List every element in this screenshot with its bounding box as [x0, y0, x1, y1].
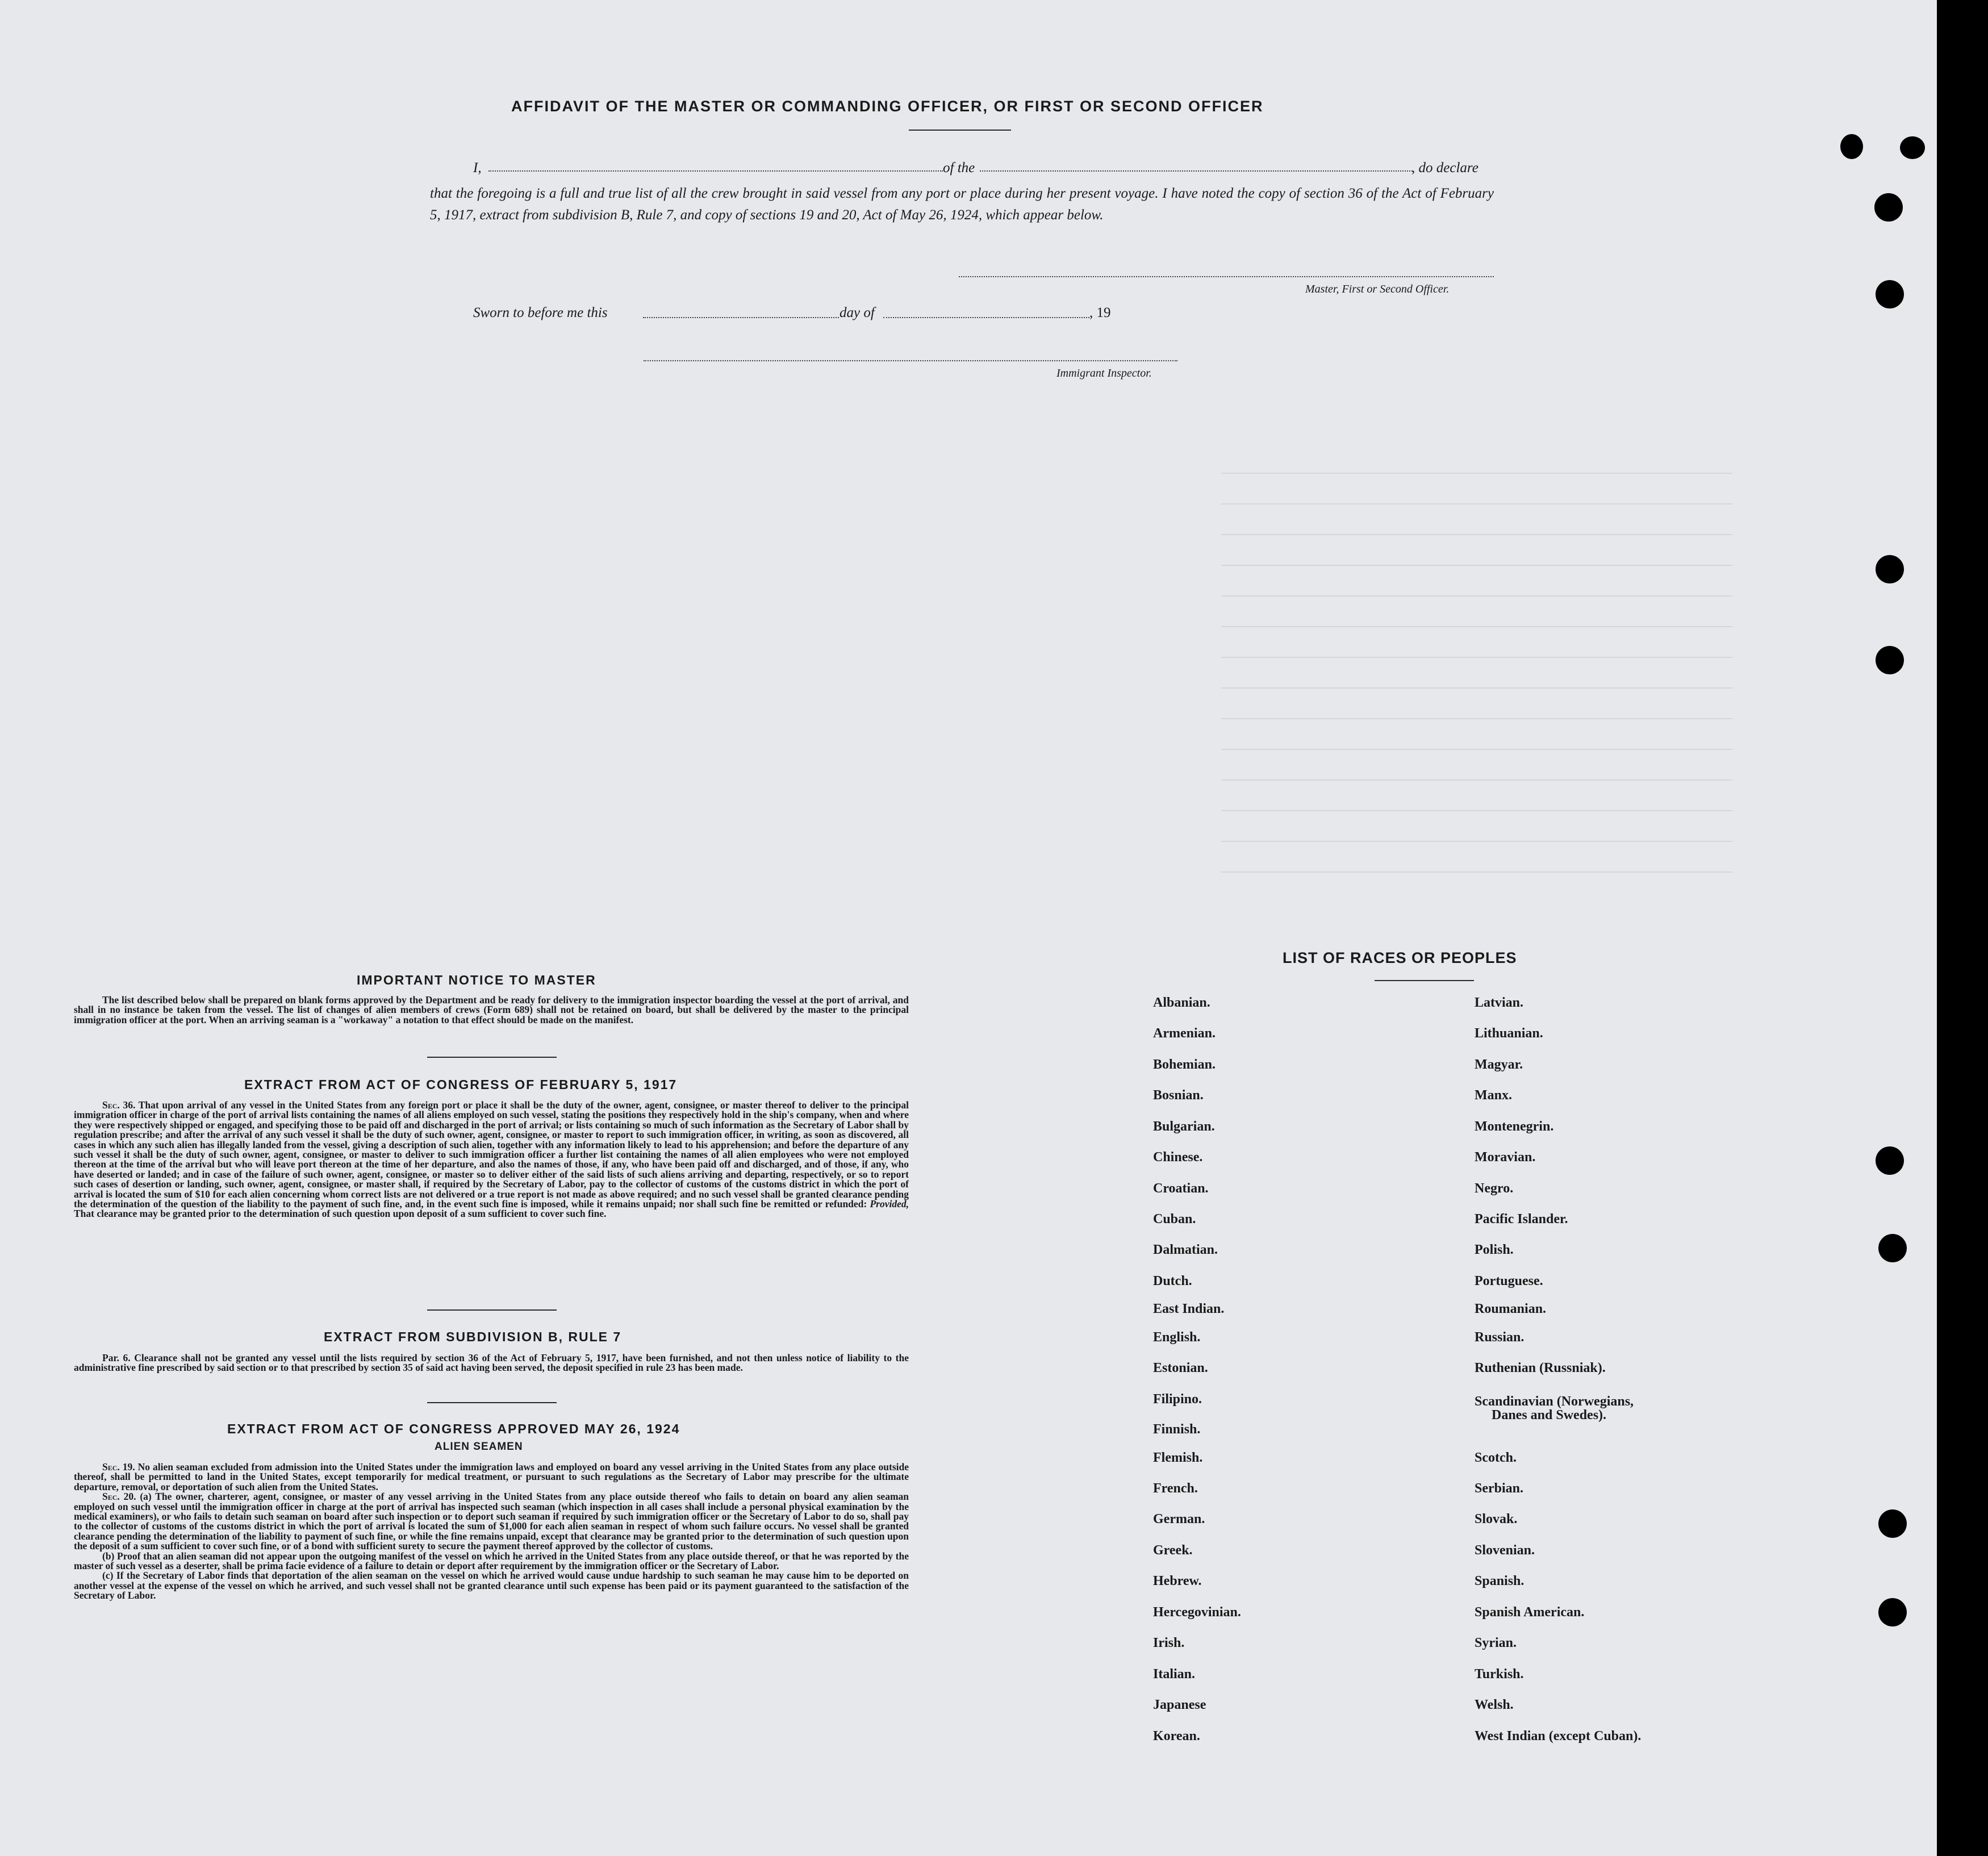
race-item: Korean.: [1153, 1729, 1200, 1744]
sec-19: [74, 1462, 909, 1492]
race-item: Scandinavian (Norwegians,: [1475, 1394, 1634, 1409]
punch-hole: [1878, 1598, 1907, 1626]
punch-hole: [1874, 193, 1903, 222]
race-item: Scotch.: [1475, 1450, 1517, 1465]
proviso-text: That clearance may be granted prior to the determination of such question upon deposit of a sum sufficient to cover such fine.: [74, 1208, 607, 1220]
sec-20-label: Sec. 20.: [102, 1491, 136, 1503]
sec-20c: (c) If the Secretary of Labor finds that deportation of the alien seaman on the vessel on which he arrived would cause undue hardship to such seaman he may cause him to be deported on another vessel at the expense of the vessel on which he arrived, and such vessel shall not be granted clearance until such expense has been paid or its payment guaranteed to the satisfaction of the Secretary of Labor.: [74, 1570, 909, 1601]
sec-36-text: That upon arrival of any vessel in the United States from any foreign port or place it shall be the duty of the owner, agent, consignee, or master thereof to deliver to the principal immigration officer in charge of the port of arrival lists containing the names of all aliens employed on such vessel, stating the positions they respectively hold in the ship's company, when and where they were respectively shipped or engaged, and specifying those to be paid off and discharged in the port of arrival; or lists containing so much of such information as the Secretary of Labor shall by regulation prescribe; and after the arrival of any such vessel it shall be the duty of such owner, agent, consignee, or master to report to such immigration officer, in writing, as soon as discovered, all cases in which any such alien has illegally landed from the vessel, giving a description of such alien, together with any information likely to lead to his apprehension; and before the departure of any such vessel it shall be the duty of such owner, agent, consignee, or master to deliver to such immigration officer a further list containing the names of all alien employees who were not employed thereon at the time of the arrival but who will leave port thereon at the time of her departure, and also the names of those, if any, who have been paid off and discharged, and of those, if any, who have deserted or landed; and in case of the failure of such owner, agent, consignee, or master so to deliver either of the said lists of such aliens arriving and departing, respectively, or so to report such cases of desertion or landing, such owner, agent, consignee, or master shall, if required by the Secretary of Labor, pay to the collector of customs of the customs district in which the port of arrival is located the sum of $10 for each alien concerning whom correct lists are not delivered or a true report is not made as above required; and no such vessel shall be granted clearance pending the determination of the question of the liability to the payment of such fine, and, in the event such fine is imposed, while it remains unpaid; nor shall such fine be remitted or refunded:: [74, 1099, 909, 1210]
race-item: French.: [1153, 1481, 1198, 1496]
races-divider: [1375, 980, 1474, 981]
race-item: Hercegovinian.: [1153, 1605, 1241, 1620]
race-item: Bosnian.: [1153, 1088, 1204, 1103]
sec-19-text: No alien seaman excluded from admission into the United States under the immigration laws and employed on board any vessel arriving in the United States from any place outside thereof, shall be permitted to land in the United States, except temporarily for medical treatment, or pursuant to such regulations as the Secretary of Labor may prescribe for the ultimate departure, removal, or deportation of such alien from the United States.: [74, 1461, 909, 1492]
race-item: English.: [1153, 1330, 1201, 1345]
race-item: Roumanian.: [1475, 1302, 1547, 1316]
punch-hole: [1840, 134, 1863, 159]
extract-1917-title: EXTRACT FROM ACT OF CONGRESS OF FEBRUARY 5, 1917: [244, 1077, 678, 1092]
punch-hole: [1876, 1146, 1904, 1175]
race-item: Serbian.: [1475, 1481, 1524, 1496]
race-item: Bohemian.: [1153, 1057, 1216, 1072]
affidavit-title: AFFIDAVIT OF THE MASTER OR COMMANDING OFFICER, OR FIRST OR SECOND OFFICER: [511, 98, 1264, 115]
race-item: German.: [1153, 1512, 1205, 1526]
race-item: Portuguese.: [1475, 1274, 1543, 1288]
officer-signature-label: Master, First or Second Officer.: [1305, 283, 1450, 295]
race-item: Polish.: [1475, 1242, 1514, 1257]
race-item: Irish.: [1153, 1636, 1185, 1650]
race-item: Estonian.: [1153, 1361, 1208, 1375]
race-item: Croatian.: [1153, 1181, 1209, 1196]
race-item: West Indian (except Cuban).: [1475, 1729, 1642, 1744]
race-item: Italian.: [1153, 1667, 1196, 1682]
race-item: Slovak.: [1475, 1512, 1518, 1526]
race-item: Cuban.: [1153, 1212, 1196, 1227]
day-of-label: day of: [840, 305, 875, 320]
race-item: Filipino.: [1153, 1392, 1202, 1407]
extract-1924-body: [74, 1462, 909, 1601]
race-item: Hebrew.: [1153, 1574, 1202, 1588]
year-label: , 19: [1089, 305, 1111, 320]
affidavit-line1: [473, 160, 482, 176]
rule7-divider: [427, 1402, 557, 1403]
extract-1924-title: EXTRACT FROM ACT OF CONGRESS APPROVED MAY 26, 1924: [227, 1421, 680, 1436]
sworn-day-field[interactable]: [643, 317, 839, 318]
declare-label: , do declare: [1411, 160, 1479, 176]
title-divider: [909, 130, 1011, 131]
race-item: Ruthenian (Russniak).: [1475, 1361, 1606, 1375]
notice-body: The list described below shall be prepared on blank forms approved by the Department and be ready for delivery to the immigration inspector boarding the vessel at the port of arrival, and shall in no instance be taken from the vessel. The list of changes of alien members of crews (Form 689) shall not be retained on board, but shall be delivered by the master to the principal immigration officer at the port. When an arriving seaman is a "workaway" a notation to that effect should be made on the manifest.: [74, 994, 909, 1025]
race-item: Spanish American.: [1475, 1605, 1585, 1620]
race-item: Flemish.: [1153, 1450, 1203, 1465]
proviso-label: Provided,: [870, 1198, 909, 1210]
race-item: Bulgarian.: [1153, 1119, 1215, 1134]
sec-20a: [74, 1492, 909, 1551]
race-item: Finnish.: [1153, 1422, 1201, 1437]
race-item: Magyar.: [1475, 1057, 1523, 1072]
race-item: Japanese: [1153, 1697, 1206, 1712]
race-item: Negro.: [1475, 1181, 1514, 1196]
race-item: Lithuanian.: [1475, 1026, 1543, 1041]
inspector-signature-field[interactable]: [644, 360, 1177, 361]
rule7-body: Par. 6. Clearance shall not be granted any vessel until the lists required by section 36 of the Act of February 5, 1917, have been furnished, and not then unless notice of liability to the administrative fine prescribed by said section or to that prescribed by section 35 of said act having been served, the deposit specified in rule 23 has been made.: [74, 1352, 909, 1374]
race-item: Slovenian.: [1475, 1543, 1535, 1558]
rule7-title: EXTRACT FROM SUBDIVISION B, RULE 7: [324, 1329, 622, 1344]
race-item: Pacific Islander.: [1475, 1212, 1568, 1227]
sec-20a-text: (a) The owner, charterer, agent, consignee, or master of any vessel arriving in the United States from any place outside thereof who fails to detain on board any alien seaman employed on such vessel until the immigration officer in charge at the port of arrival has inspected such seaman (which inspection in all cases shall include a personal physical examination by the medical examiners), or who fails to detain such seaman on board after such inspection or to deport such seaman if required by such immigration officer or the Secretary of Labor to do so, shall pay to the collector of customs of the customs district in which the port of arrival is located the sum of $1,000 for each alien seaman in respect of whom such failure occurs. No vessel shall be granted clearance pending the determination of the liability to payment of such fine, or while the fine remains unpaid, except that clearance may be granted prior to the determination of such question upon the deposit of a sum sufficient to cover such fine, or of a bond with sufficient surety to secure the payment thereof approved by the collector of customs.: [74, 1491, 909, 1552]
race-item: Danes and Swedes).: [1492, 1408, 1607, 1423]
punch-hole: [1876, 646, 1904, 674]
bleed-through-marks: [1221, 443, 1732, 886]
notice-title: IMPORTANT NOTICE TO MASTER: [357, 973, 596, 987]
race-item: Manx.: [1475, 1088, 1512, 1103]
declarant-prefix: I,: [473, 160, 482, 176]
declarant-name-field[interactable]: [488, 170, 943, 172]
sec-36-label: Sec. 36.: [102, 1099, 136, 1111]
race-item: Turkish.: [1475, 1667, 1524, 1682]
punch-hole: [1876, 555, 1904, 583]
race-item: Spanish.: [1475, 1574, 1525, 1588]
race-item: Dalmatian.: [1153, 1242, 1218, 1257]
inspector-label: Immigrant Inspector.: [1056, 367, 1152, 379]
punch-hole: [1878, 1509, 1907, 1538]
officer-signature-field[interactable]: [959, 276, 1494, 277]
alien-seamen-subtitle: ALIEN SEAMEN: [435, 1441, 523, 1453]
race-item: Welsh.: [1475, 1697, 1514, 1712]
sec-20b: (b) Proof that an alien seaman did not appear upon the outgoing manifest of the vessel on which he arrived in the United States from any place outside thereof, or that he was reported by the master of such vessel as a deserter, shall be prima facie evidence of a failure to detain or deport after requirement by the immigration officer or the Secretary of Labor.: [74, 1550, 909, 1572]
race-item: Armenian.: [1153, 1026, 1216, 1041]
punch-hole: [1900, 136, 1925, 159]
sec-19-label: Sec. 19.: [102, 1461, 135, 1473]
punch-hole: [1876, 280, 1904, 308]
affidavit-body: that the foregoing is a full and true list of all the crew brought in said vessel from any port or place during her present voyage. I have noted the copy of section 36 of the Act of February 5, 1917, extract from subdivision B, Rule 7, and copy of sections 19 and 20, Act of May 26, 1924, which appear below.: [430, 186, 1494, 223]
race-item: Latvian.: [1475, 995, 1524, 1010]
notice-divider: [427, 1057, 557, 1058]
race-item: Chinese.: [1153, 1150, 1203, 1165]
race-item: Greek.: [1153, 1543, 1193, 1558]
race-item: Albanian.: [1153, 995, 1210, 1010]
race-item: Russian.: [1475, 1330, 1525, 1345]
race-item: Montenegrin.: [1475, 1119, 1554, 1134]
race-item: Dutch.: [1153, 1274, 1192, 1288]
punch-hole: [1878, 1234, 1907, 1262]
sworn-label: Sworn to before me this: [473, 305, 608, 320]
vessel-name-field[interactable]: [980, 170, 1413, 172]
sworn-month-field[interactable]: [883, 317, 1089, 318]
extract-1917-body: [74, 1100, 909, 1219]
race-item: East Indian.: [1153, 1302, 1225, 1316]
races-title: LIST OF RACES OR PEOPLES: [1283, 949, 1517, 966]
race-item: Syrian.: [1475, 1636, 1517, 1650]
extract-1917-divider: [427, 1309, 557, 1311]
of-the-label: of the: [943, 160, 975, 176]
race-item: Moravian.: [1475, 1150, 1536, 1165]
